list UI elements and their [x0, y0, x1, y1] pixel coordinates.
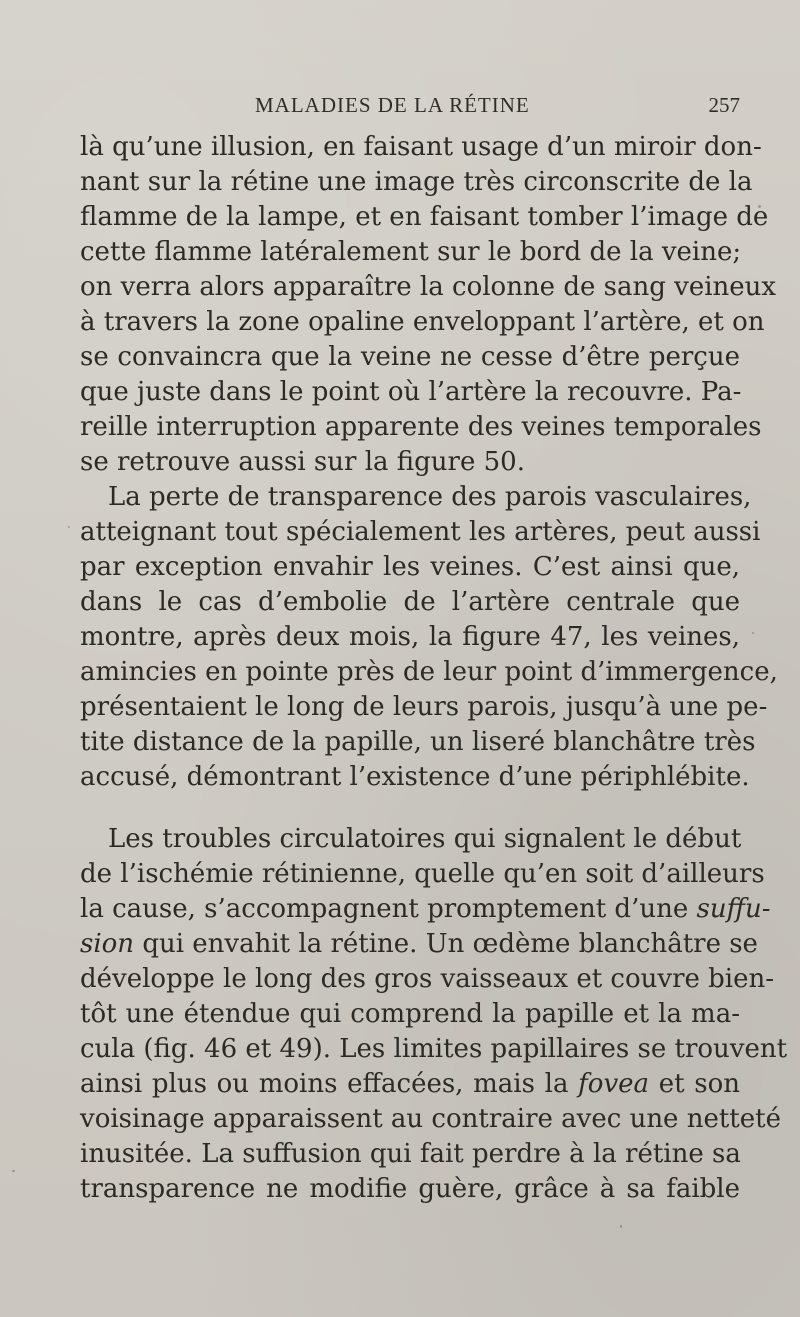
text-line: voisinage apparaissent au contraire avec une netteté: [80, 1104, 781, 1134]
text-line: présentaient le long de leurs parois, jusqu’à une pe-: [80, 692, 768, 722]
text-line: cette flamme latéralement sur le bord de la veine;: [80, 237, 742, 267]
text-line: [80, 1067, 740, 1101]
text-line: on verra alors apparaître la colonne de sang veineux: [80, 272, 777, 302]
text-line: montre, après deux mois, la figure 47, les veines,: [80, 622, 740, 652]
paper-speck: [758, 205, 761, 208]
paper-speck: [620, 1225, 622, 1228]
text-line: de l’ischémie rétinienne, quelle qu’en soit d’ailleurs: [80, 859, 765, 889]
text-line: à travers la zone opaline enveloppant l’artère, et on: [80, 307, 765, 337]
text-line: [80, 892, 771, 926]
paper-speck: [752, 632, 754, 634]
text-line: que juste dans le point où l’artère la recouvre. Pa-: [80, 377, 742, 407]
paper-speck: [68, 526, 70, 528]
text-line: se convaincra que la veine ne cesse d’être perçue: [80, 342, 740, 372]
text-line: La perte de transparence des parois vasculaires,: [108, 482, 752, 512]
emphasis-text: fovea: [578, 1069, 650, 1099]
text-line: amincies en pointe près de leur point d’immergence,: [80, 657, 778, 687]
text-segment: qui envahit la rétine. Un œdème blanchâtre se: [134, 929, 758, 959]
text-line: Les troubles circulatoires qui signalent le début: [108, 824, 742, 854]
text-line: là qu’une illusion, en faisant usage d’un miroir don-: [80, 132, 762, 162]
text-line: développe le long des gros vaisseaux et couvre bien-: [80, 964, 775, 994]
running-header: [80, 93, 740, 123]
emphasis-text: sion: [80, 929, 135, 959]
text-line: reille interruption apparente des veines temporales: [80, 412, 762, 442]
text-line: par exception envahir les veines. C’est ainsi que,: [80, 552, 740, 582]
text-line: nant sur la rétine une image très circonscrite de la: [80, 167, 753, 197]
text-line: flamme de la lampe, et en faisant tomber l’image de: [80, 202, 769, 232]
text-line: [80, 927, 758, 961]
text-line: accusé, démontrant l’existence d’une périphlébite.: [80, 762, 750, 792]
text-line: transparence ne modifie guère, grâce à sa faible: [80, 1174, 740, 1204]
text-line: tite distance de la papille, un liseré blanchâtre très: [80, 727, 756, 757]
emphasis-text: suffu-: [696, 894, 771, 924]
text-line: tôt une étendue qui comprend la papille et la ma-: [80, 999, 740, 1029]
text-line: inusitée. La suffusion qui fait perdre à la rétine sa: [80, 1139, 741, 1169]
text-line: se retrouve aussi sur la figure 50.: [80, 447, 525, 477]
text-segment: ainsi plus ou moins effacées, mais la: [80, 1069, 579, 1099]
text-segment: la cause, s’accompagnent promptement d’une: [80, 894, 697, 924]
page-number: 257: [708, 93, 740, 117]
text-line: cula (fig. 46 et 49). Les limites papillaires se trouvent: [80, 1034, 788, 1064]
text-line: atteignant tout spécialement les artères, peut aussi: [80, 517, 761, 547]
paper-speck: [12, 1170, 15, 1172]
running-title: MALADIES DE LA RÉTINE: [255, 93, 530, 117]
text-segment: et son: [649, 1069, 740, 1099]
text-line: dans le cas d’embolie de l’artère centrale que: [80, 587, 740, 617]
